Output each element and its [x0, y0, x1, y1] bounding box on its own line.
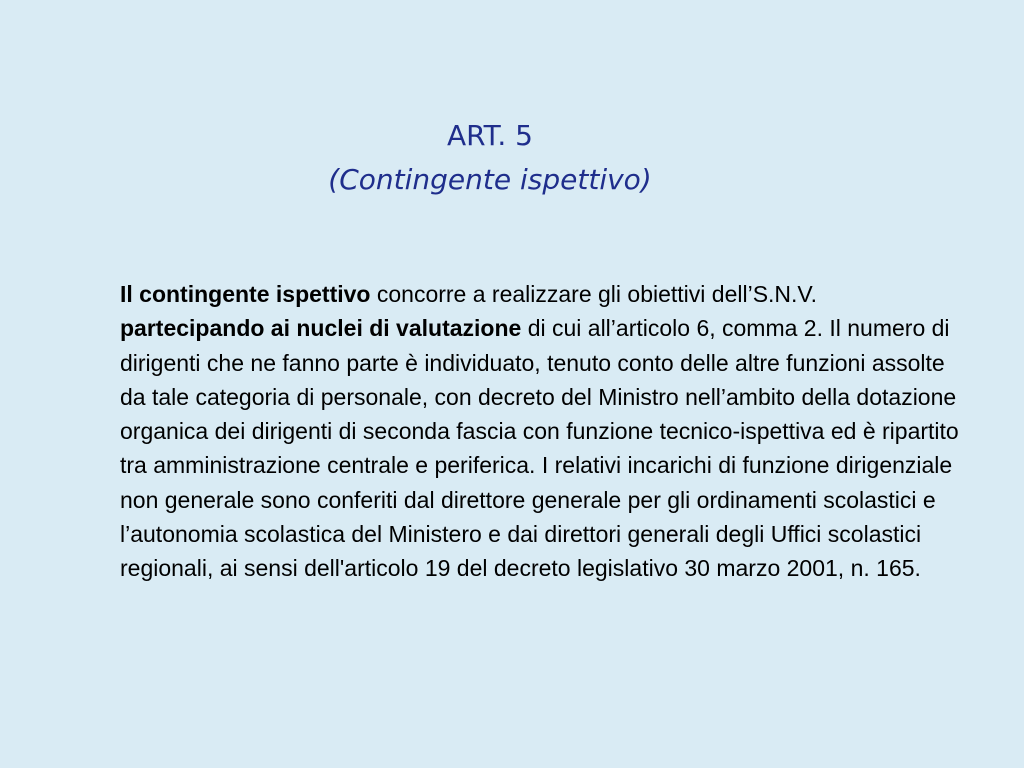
body-text-part-2: di cui all’articolo 6, comma 2. Il numero di dirigenti che ne fanno parte è individuato, tenuto conto delle altre funzioni assolte da tale categoria di personale, con decreto del Ministro nell’ambito della dotazione organica dei dirigenti di seconda fascia con funzione tecnico-ispettiva ed è ripartito tra amministrazione centrale e periferica. I relativi incarichi di funzione dirigenziale non generale sono conferiti dal direttore generale per gli ordinamenti scolastici e l’autonomia scolastica del Ministero e dai direttori generali degli Uffici scolastici regionali, ai sensi dell'articolo 19 del decreto legislativo 30 marzo 2001, n. 165.	[120, 315, 959, 582]
title-block	[290, 114, 690, 202]
article-body	[120, 277, 960, 586]
body-bold-nuclei: partecipando ai nuclei di valutazione	[120, 315, 522, 342]
body-bold-contingente: Il contingente ispettivo	[120, 281, 371, 307]
article-heading: ART. 5	[447, 119, 533, 152]
body-text-part-1: concorre a realizzare gli obiettivi dell’S.N.V.	[370, 281, 818, 307]
article-subheading: (Contingente ispettivo)	[328, 163, 652, 196]
